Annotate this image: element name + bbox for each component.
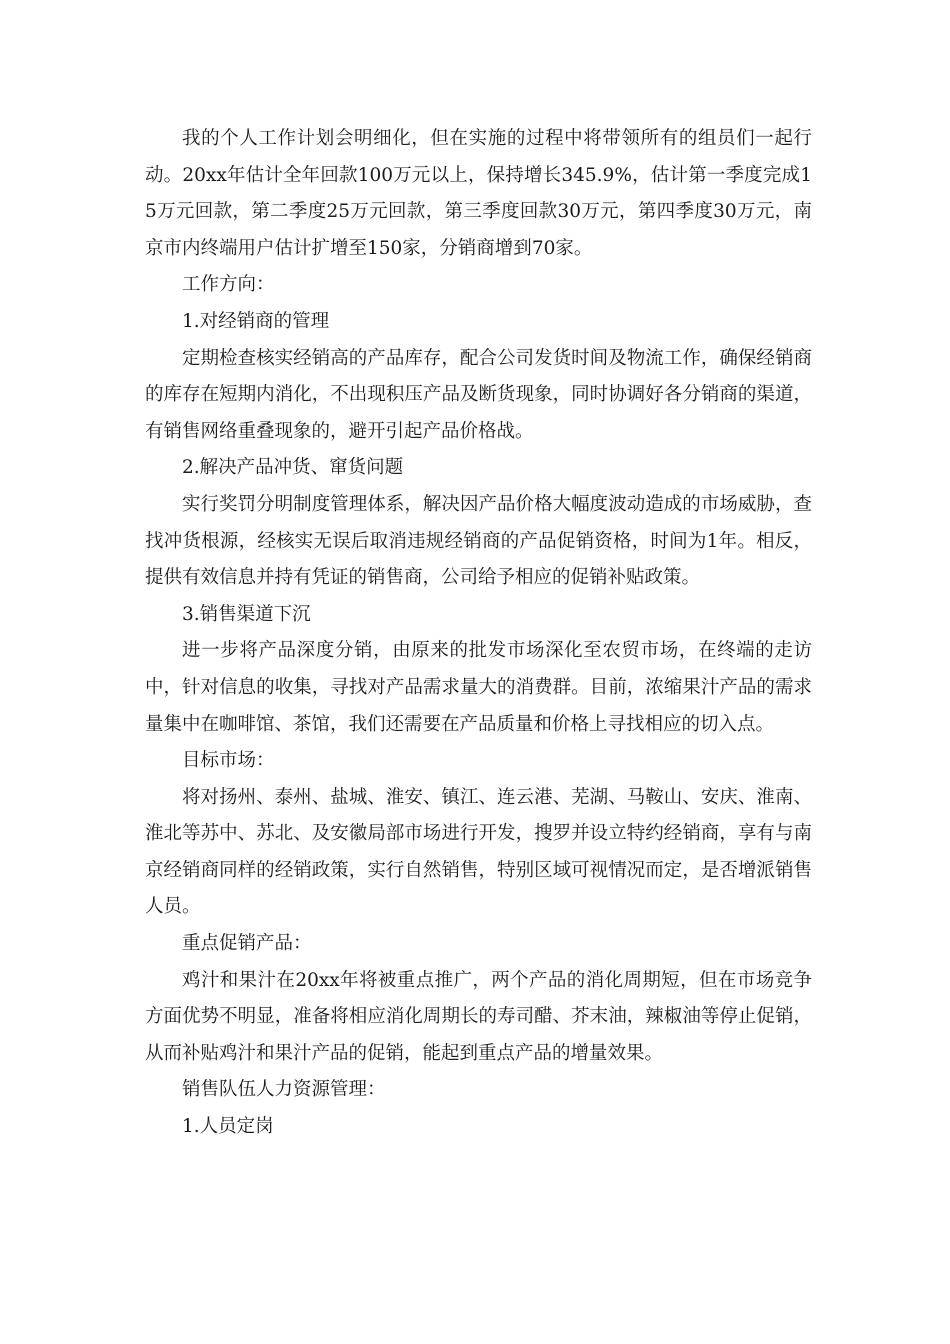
paragraph-channel-sinking: 进一步将产品深度分销，由原来的批发市场深化至农贸市场，在终端的走访中，针对信息的收集，寻找对产品需求量大的消费群。目前，浓缩果汁产品的需求量集中在咖啡馆、茶馆，我们还需要在产品质量和价格上寻找相应的切入点。 bbox=[145, 640, 812, 735]
heading-key-products: 重点促销产品： bbox=[182, 933, 312, 955]
heading-channel-sinking: 3.销售渠道下沉 bbox=[182, 603, 311, 625]
heading-dealer-management: 1.对经销商的管理 bbox=[182, 310, 330, 332]
paragraph-target-market: 将对扬州、泰州、盐城、淮安、镇江、连云港、芜湖、马鞍山、安庆、淮南、淮北等苏中、苏北、及安徽局部市场进行开发，搜罗并设立特约经销商，享有与南京经销商同样的经销政策，实行自然销售，特别区域可视情况而定，是否增派销售人员。 bbox=[145, 786, 812, 918]
paragraph-dealer-management: 定期检查核实经销高的产品库存，配合公司发货时间及物流工作，确保经销商的库存在短期内消化，不出现积压产品及断货现象，同时协调好各分销商的渠道，有销售网络重叠现象的，避开引起产品价格战。 bbox=[145, 347, 812, 442]
heading-work-direction: 工作方向： bbox=[182, 274, 275, 296]
heading-target-market: 目标市场： bbox=[182, 750, 275, 772]
heading-hr-management: 销售队伍人力资源管理： bbox=[182, 1079, 386, 1101]
paragraph-cross-region-goods: 实行奖罚分明制度管理体系，解决因产品价格大幅度波动造成的市场威胁，查找冲货根源，经核实无误后取消违规经销商的产品促销资格，时间为1年。相反，提供有效信息并持有凭证的销售商，公司给予相应的促销补贴政策。 bbox=[145, 493, 812, 589]
heading-cross-region-goods: 2.解决产品冲货、窜货问题 bbox=[182, 457, 404, 479]
paragraph-key-products: 鸡汁和果汁在20xx年将被重点推广，两个产品的消化周期短，但在市场竞争方面优势不明显，准备将相应消化周期长的寿司醋、芥末油，辣椒油等停止促销，从而补贴鸡汁和果汁产品的促销，能起到重点产品的增量效果。 bbox=[145, 969, 812, 1064]
heading-staff-positions: 1.人员定岗 bbox=[182, 1116, 274, 1138]
paragraph-plan-summary: 我的个人工作计划会明细化，但在实施的过程中将带领所有的组员们一起行动。20xx年估计全年回款100万元以上，保持增长345.9%，估计第一季度完成15万元回款，第二季度25万元回款，第三季度回款30万元，第四季度30万元，南京市内终端用户估计扩增至150家，分销商增到70家。 bbox=[145, 128, 812, 259]
